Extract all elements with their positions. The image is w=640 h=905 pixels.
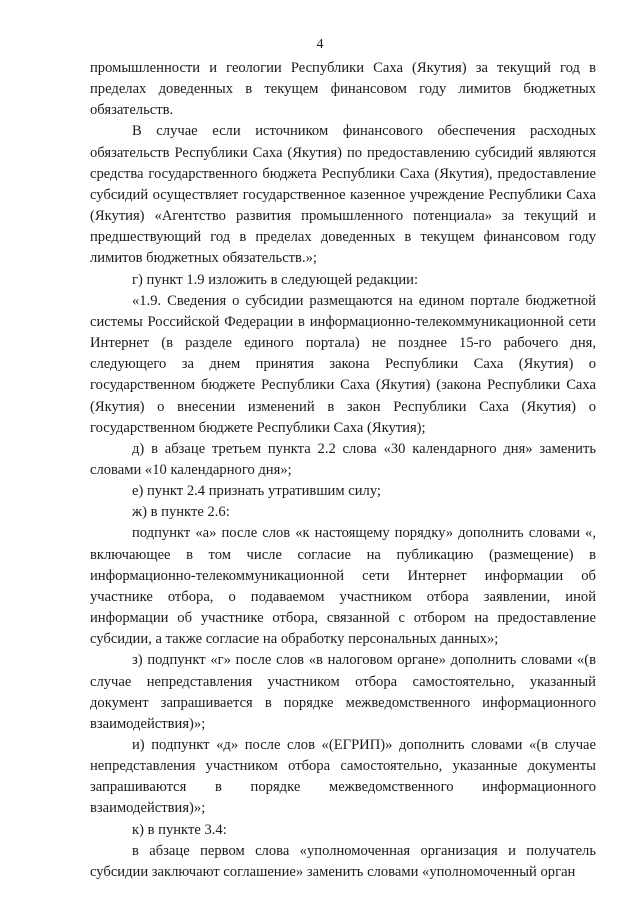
paragraph-continuation: промышленности и геологии Республики Саха (Якутия) за текущий год в пределах доведенных в текущем финансовом году лимитов бюджетных обязательств. [90,60,596,119]
paragraph-clause-1-9: «1.9. Сведения о субсидии размещаются на едином портале бюджетной системы Российской Федерации в информационно-телекоммуникационной сети Интернет (в разделе единого портала) не позднее 15-го рабочего дня, следующего за днем принятия закона Республики Саха (Якутия) о государственном бюджете Республики Саха (Якутия) (закона Республики Саха (Якутия) о внесении изменений в закон Республики Саха (Якутия) о государственном бюджете Республики Саха (Якутия); [90,292,596,436]
paragraph-first-abzac: в абзаце первом слова «уполномоченная организация и получатель субсидии заключают соглашение» заменить словами «уполномоченный орган [90,842,596,880]
paragraph-subitem-a: подпункт «а» после слов «к настоящему порядку» дополнить словами «, включающее в том числе согласие на публикацию (размещение) в информационно-телекоммуникационной сети Интернет информации об участнике отбора, о подаваемом участником отбора заявлении, иной информации об участнике отбора, связанной с отбором на предоставление субсидии, а также согласие на обработку персональных данных»; [90,525,596,648]
paragraph-item-z: з) подпункт «г» после слов «в налоговом органе» дополнить словами «(в случае непредставления участником отбора самостоятельно, указанный документ запрашивается в порядке межведомственного информационного взаимодействия)»; [90,652,596,732]
paragraph-item-g: г) пункт 1.9 изложить в следующей редакции: [132,271,419,288]
paragraph-item-e: е) пункт 2.4 признать утратившим силу; [132,483,381,500]
paragraph-item-i: и) подпункт «д» после слов «(ЕГРИП)» дополнить словами «(в случае непредставления участником отбора самостоятельно, указанные документы запрашиваются в порядке межведомственного информационного взаимодействия)»; [90,737,596,817]
paragraph-funding-source: В случае если источником финансового обеспечения расходных обязательств Республики Саха (Якутия) по предоставлению субсидий являются средства государственного бюджета Республики Саха (Якутия), предоставление субсидий осуществляет государственное казенное учреждение Республики Саха (Якутия) «Агентство развития промышленного потенциала» за текущий и предшествующий год в пределах доведенных в текущем финансовом году лимитов бюджетных обязательств.»; [90,123,596,267]
document-body [90,58,596,883]
paragraph-item-k: к) в пункте 3.4: [132,821,227,838]
paragraph-item-d: д) в абзаце третьем пункта 2.2 слова «30 календарного дня» заменить словами «10 календарного дня»; [90,440,596,478]
paragraph-item-zh: ж) в пункте 2.6: [132,504,230,521]
page-number: 4 [316,37,324,52]
